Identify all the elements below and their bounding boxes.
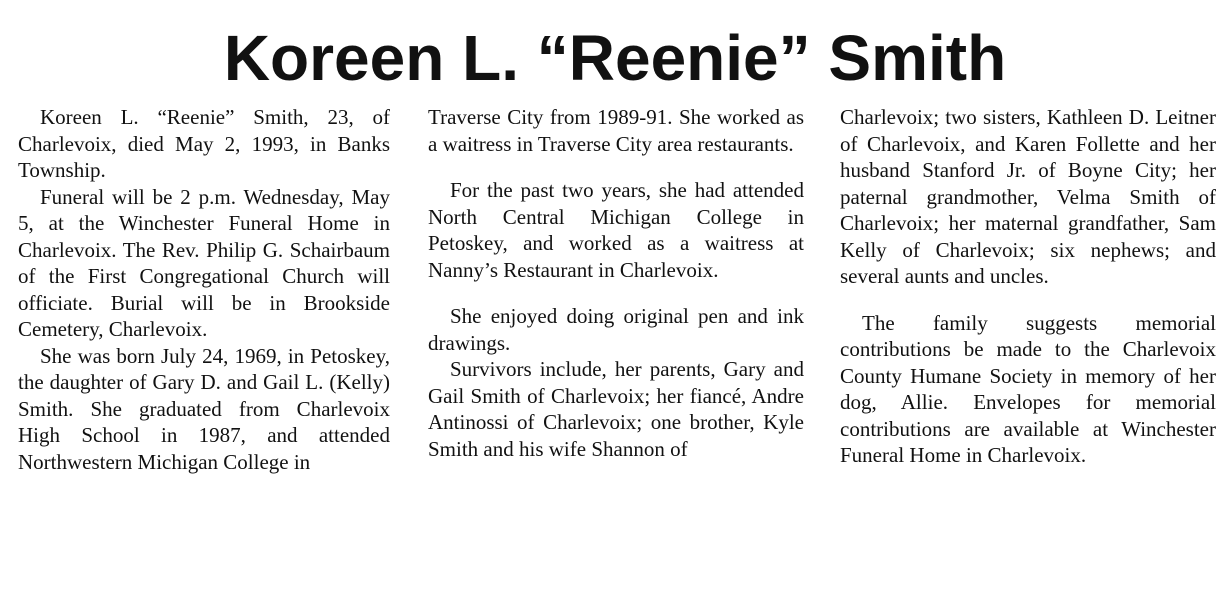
- paragraph-education-continued: Traverse City from 1989-91. She worked as a waitress in Traverse City area restaurants.: [428, 105, 804, 156]
- paragraph-funeral: Funeral will be 2 p.m. Wednesday, May 5, at the Winchester Funeral Home in Charlevoix. The Rev. Philip G. Schairbaum of the First Congregational Church will officiate. Burial will be in Brookside Cemetery, Charlevoix.: [18, 184, 390, 341]
- obituary-headline: Koreen L. “Reenie” Smith: [223, 22, 1007, 94]
- text-column-1: [18, 104, 390, 475]
- paragraph-survivors-continued: Charlevoix; two sisters, Kathleen D. Leitner of Charlevoix, and Karen Follette and her husband Stanford Jr. of Boyne City; her paternal grandmother, Velma Smith of Charlevoix; her maternal grandfather, Sam Kelly of Charlevoix; six nephews; and several aunts and uncles.: [840, 105, 1216, 288]
- paragraph-hobbies: She enjoyed doing original pen and ink drawings.: [428, 304, 804, 355]
- paragraph-college-work: For the past two years, she had attended North Central Michigan College in Petoskey, and worked as a waitress at Nanny’s Restaurant in Charlevoix.: [428, 178, 804, 282]
- paragraph-birth-education: She was born July 24, 1969, in Petoskey, the daughter of Gary D. and Gail L. (Kelly) Smith. She graduated from Charlevoix High School in 1987, and attended Northwestern Michigan College in: [18, 343, 390, 474]
- paragraph-memorials: The family suggests memorial contributions be made to the Charlevoix County Humane Society in memory of her dog, Allie. Envelopes for memorial contributions are available at Winchester Funeral Home in Charlevoix.: [840, 310, 1216, 467]
- text-column-2: [428, 104, 804, 462]
- paragraph-death-notice: Koreen L. “Reenie” Smith, 23, of Charlevoix, died May 2, 1993, in Banks Township.: [18, 105, 390, 182]
- paragraph-survivors: Survivors include, her parents, Gary and Gail Smith of Charlevoix; her fiancé, Andre Antinossi of Charlevoix; one brother, Kyle Smith and his wife Shannon of: [428, 357, 804, 461]
- text-column-3: [840, 104, 1216, 469]
